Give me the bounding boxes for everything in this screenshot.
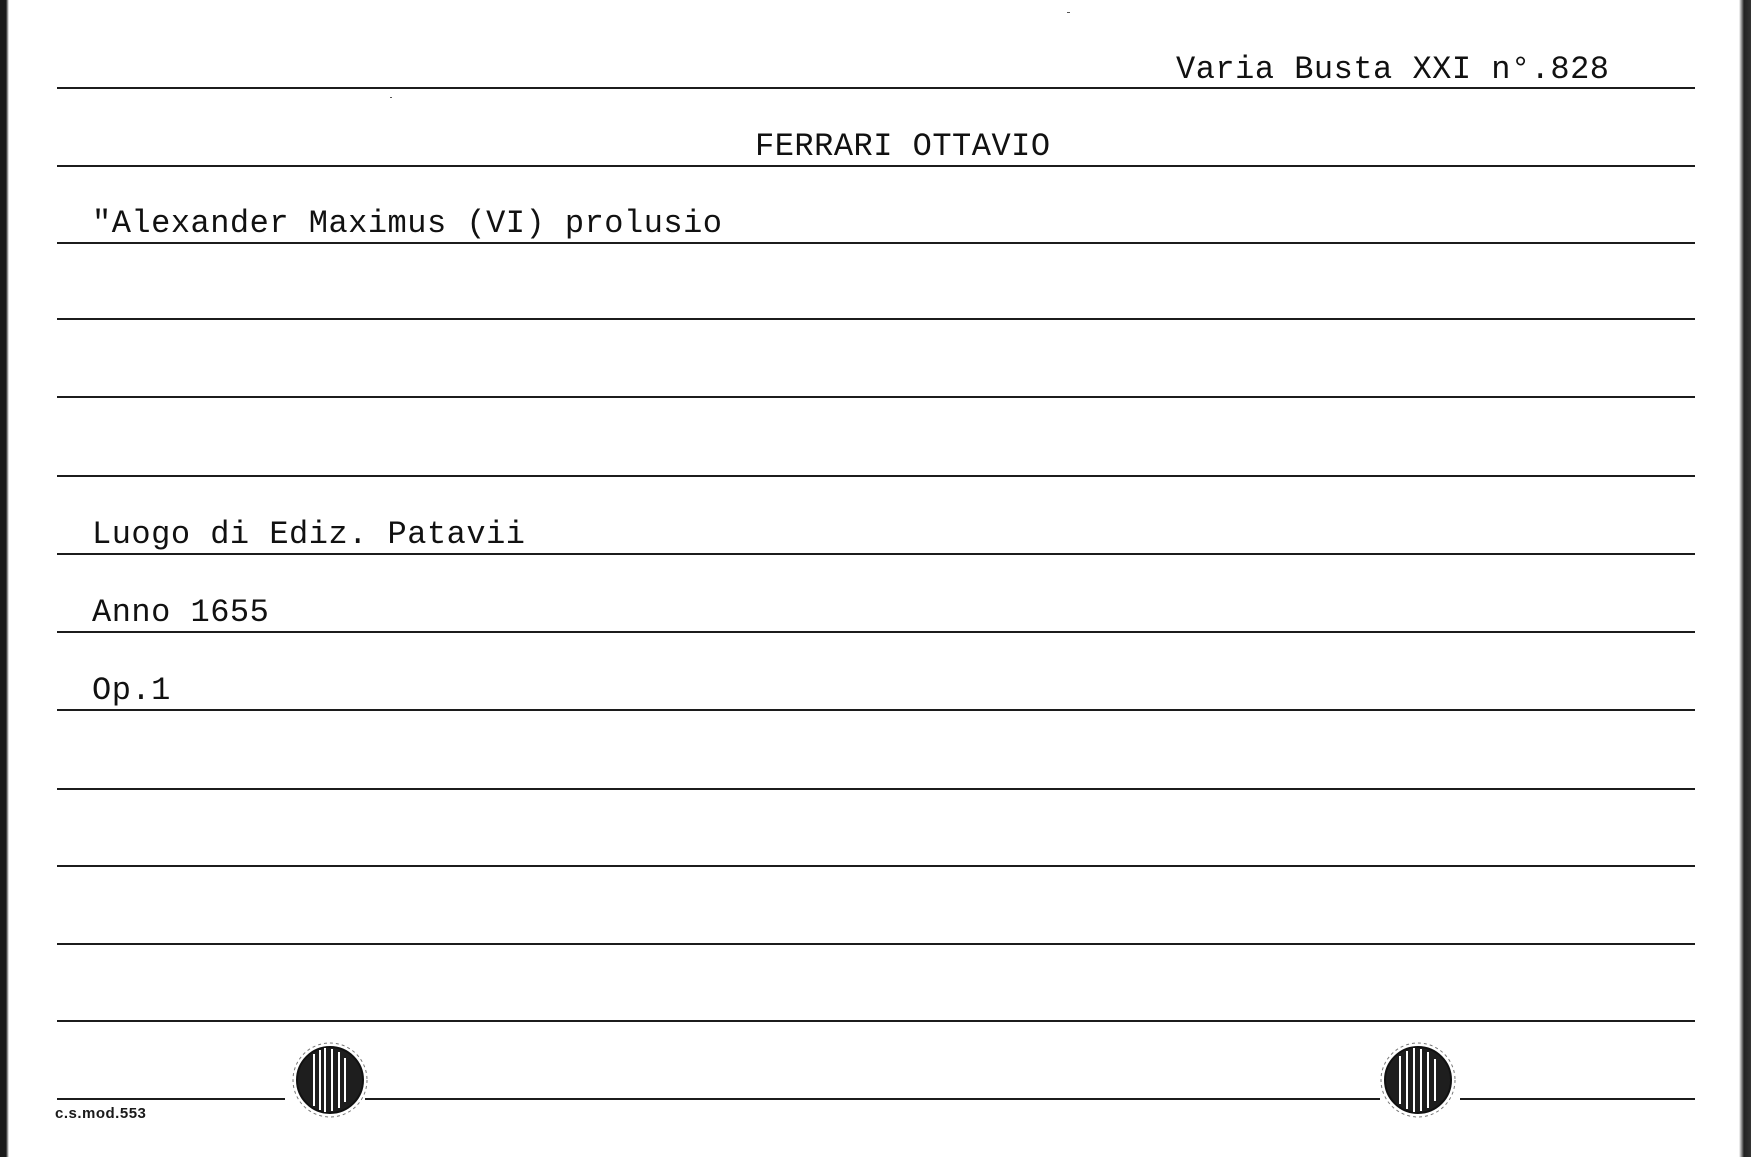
ruled-line (57, 475, 1695, 477)
card-left-edge (0, 0, 9, 1157)
ruled-line (57, 865, 1695, 867)
punch-hole-icon (1380, 1042, 1456, 1118)
ruled-line (57, 396, 1695, 398)
ruled-line (57, 1020, 1695, 1022)
ruled-line (57, 318, 1695, 320)
ruled-line (57, 709, 1695, 711)
card-right-edge (1739, 0, 1751, 1157)
ruled-line (365, 1098, 1380, 1100)
ruled-line (57, 788, 1695, 790)
ruled-line (57, 943, 1695, 945)
ruled-line (1460, 1098, 1695, 1100)
ruled-line (57, 631, 1695, 633)
work-title: "Alexander Maximus (VI) prolusio (92, 205, 723, 242)
ruled-line (57, 242, 1695, 244)
author-heading: FERRARI OTTAVIO (755, 128, 1051, 165)
collocation-label: Varia Busta XXI n°.828 (1176, 51, 1610, 88)
place-of-edition: Luogo di Ediz. Patavii (92, 516, 526, 553)
scan-speck (1067, 12, 1070, 13)
opera-number: Op.1 (92, 672, 171, 709)
ruled-line (57, 1098, 285, 1100)
punch-hole-icon (292, 1042, 368, 1118)
ruled-line (57, 553, 1695, 555)
year-of-edition: Anno 1655 (92, 594, 270, 631)
form-code: c.s.mod.553 (55, 1105, 147, 1122)
ruled-line (57, 165, 1695, 167)
scan-speck (390, 97, 392, 98)
